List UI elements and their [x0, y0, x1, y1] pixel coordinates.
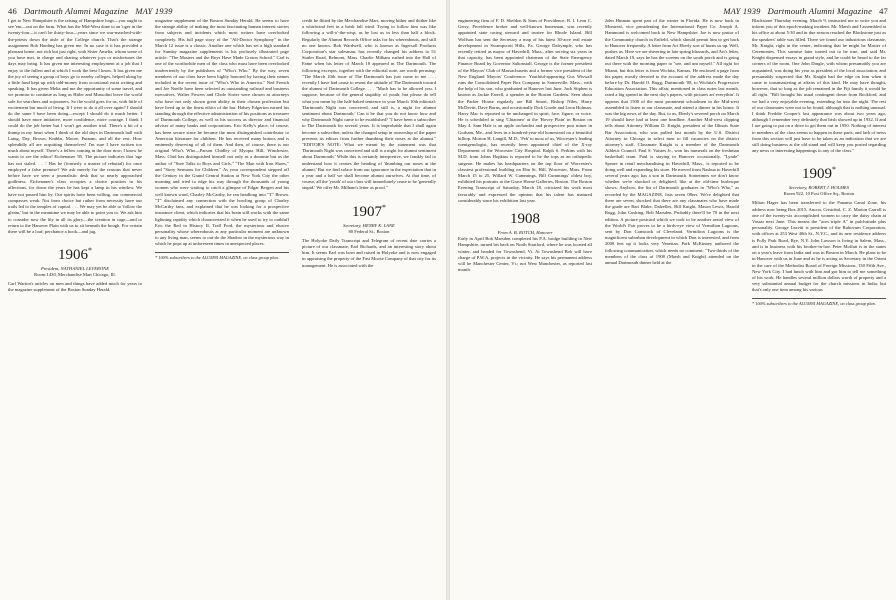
left-footnote: * 100% subscribers to the ALUMNI MAGAZINE, on class group plan.	[155, 252, 289, 261]
class-heading-1909: 1909*	[802, 165, 836, 183]
class-1907-officer: Secretary, HENRY K. LANE	[343, 222, 395, 228]
right-col2-text: John Hinman spent part of the winter in Florida. He is now back in Montreal, vice presidenting the International Paper Co. Joseph A. Hammond is welcomed back to New Hampshire. Joe is now pastor of the Community church in Enfield, which should permit him to get back to Hanover frequently. A letter from Art Eberly sort of burns us up. Well, pushes us. Here we are shivering in late spring blizzards, and Art's letter, dated March 19, says he has the screens on the south porch and is going out there with the morning paper to "see, and um myself." All right for Miami, but this letter is from Wichita, Kansas. He enclosed a page from his paper, mostly devoted to the account of the address made the day before by Dr. Harold O. Rugg, Dartmouth '08, to Wichita's Progressive Education Association. This affair, mentioned in class notes last month, rated a big spread in the next day's papers, with pictures an' everythin'. It appears that 1500 of the most prominent schoolmen in the Mid-west assembled to listen to our classmate, and attend a dinner in his honor. It was the big news of the day. But, to us, Eberly's severed porch on March 19 should have had at least one headline. Another Mid-west clipping tells about Attorney William D. Knight, president of the Illinois State Bar Association, who was pulled last month by the U.S. District Attorney in Chicago to select men to fill vacancies on the district attorney's staff. Classmate Knight is a member of the Dartmouth Athletic Council. Paul S. Vaistes Jr., won his numerals on the freshman basketball team. Paul is staying in Hanover occasionally. "Lynde" Speare in retail merchandising in Haverhill, Mass., is reported to be doing well and expanding his store. He moved from Nashua to Haverhill several years ago; has a son in Dartmouth. Sometimes we don't know whether we're shocked or delighted; like at the old-time burlesque shows. Anyhow, the list of Dartmouth graduates in "Who's Who," as recorded by the MAGAZINE, lists seven 08ers. We're delighted that there are seven, shocked that there are any classmates who have made the grade are Bart Blake, Dalzelles, Bill Knight, Mason Lewis, Harold Rugg, John Cushing, Bob Marsden. Probably there'll be 70 in the next edition. A picture postcard which we took to be another aerial view of the World's Fair proves to be a birds-eye view of Vermilion Lagoons, sent by Don Comstock of Cleveland. Vermilion Lagoons is the magnificent suburban development in which Don is interested, and from 2000 feet up it looks very Venetian. Park McKinney authored the following communication, which needs no comment: "Two-thirds of the members of the class of 1908 (Marsh and Knight) attended on the annual Dartmouth dinner held at the	[605, 18, 739, 265]
right-magazine-title: Dartmouth Alumni Magazine	[767, 6, 873, 16]
right-running-head	[723, 6, 888, 16]
right-col3-text-after: Milton Hager has been transferred to the Panama Canal Zone, his address now being Box 2015, Ancon, Cristobal, C. Z. Marion Carroll is one of the twenty-six accomplished women to carry the daisy chain at Vassar next June. This means the "aces triple A" in pulchritude plus personality. George Leavitt is president of the Rubovum Corporation, with offices at 253 West 40th St., N.Y.C., and its new residence address is Polly Park Road, Rye, N.Y. John Lawson is living in Salem, Mass., and is in business with his brother-in-law. Peter Moffatt is in the states on a year's leave from India and was in Boston in March. He plans to be in Hanover with us in June and as he is acting as Secretary in the Orient in the care of the Methodist Board of Foreign Missions, 150 Fifth Ave., New York City. I had lunch with him and got him to tell me something of his work. He handles several million dollars worth of property and a very substantial annual budget for the church missions in India, but that's only one item among his various	[752, 200, 886, 293]
left-col3-text-after: The Holyoke Daily Transcript and Telegram of recent date carries a picture of our classmate, Earl Richards, and an interesting story about him. It seems Earl was born and raised in Holyoke and is now engaged in appraising the property of the Fast Moose Company of that city for its management. He is associated with the	[302, 237, 436, 268]
left-page	[0, 0, 446, 600]
class-1907-address: 80 Federal St., Boston	[348, 228, 390, 234]
right-col1-text-after: Early in April Bob Marsden completed his P.A. bridge building in New Hampshire, turned his back on North Stratford, where he was located all winter, and headed for Townshend, Vt. At Townshend Bob will have charge of P.W.A. projects in the vicinity. He says his permanent address will be Manchester Center, Vt.; not West Manchester, as reported last month.	[458, 236, 592, 273]
right-col1-text: engineering firm of F. D. Sheldon & Sons of Providence, R. I. Leon C. Gerry, Providence broker and well-known bonesman, was recently appointed state racing steward and trustee for Rhode Island. Bill Wolfson has sent the Secretary a map of his latest 30-acre real estate development in Swampscott Hills, Pa. George Dalrymple, who has recently retired as mayor of Haverhill, Mass., after serving six years in that capacity, has been appointed chairman of the State Emergency Finance Board by Governor Saltonstall. George is the former president of the Mayors' Club of Massachusetts and a former vice president of the New England Mayors' Conference. Youthful-appearing Gus Wiswall runs the Consolidated Paper Box Company in Somerville, Mass., with the help of his son, who graduated at Hanover last June. Jack Stiphen is known as Jackie Farrell, a spender in the Boston Gardens. Seen about the Parker House regularly are Bill Smart, Bishop Niles, Harry McDevitt, Dave Burns, and occasionally Dick Goode and Leon Holman. Harry Mac is reported to be unchanged in spirit, face, figure, or voice. He is scheduled to sing 'Chiaoneo' at the 'Hovey Plain' in Boston on May 4. Sam Hale is an apple orchardist and prospective post miner in Gorham, Me., and lives in a hundred-year-old homestead on a beautiful hilltop. Morton H. Langill, M.D., 'Peb' to most of us, Worcester's leading roentgenologist, has recently been appointed chief of the X-ray Department of the Worcester City Hospital. Ralph S. Perkins with his M.D. from Johns Hopkins is reported to be the tops as an orthopedic surgeon. He makes his headquarters on the top floor of Worcester's classiest professional building on Elm St. Hill, Worcester, Mass. From March 15 to 25, Willard W. Cummings, Bill Cummings' oldest boy, exhibited his portraits at the Grace Horne Galleries, Boston. The Boston Evening Transcript of Saturday, March 18, criticized his work most favorably and expressed the opinion that his talent has matured considerably since his exhibition last year.	[458, 18, 592, 203]
right-issue-date: MAY 1939	[723, 6, 761, 16]
left-issue-date: MAY 1939	[135, 6, 173, 16]
left-col2-text: magazine supplement of the Boston Sunday Herald. He seems to have the strange ability of making the most fascinating human interest stories from subjects and incidents which most writers have overlooked completely. His full page story of the "All-Doctor Symphony" in the March 12 issue is a classic. Another one which has set a high standard for Sunday magazine supplements is his profusely illustrated page article: "The Masters and the Boys Have Made Groton School." Carl is one of the worthwhile men of the class who must have been overlooked inadvertently by the publishers of "Who's Who." By the way, seven members of our class have been highly honored by having their names included in the recent issue of "Who's Who in America." Ned French and Joe Nuelle have been selected as outstanding railroad and business executives, Walter Powers and Chole Sorter were chosen as attorneys who have not only shown great ability in their chosen profession but have lived up to the finest ethics of the bar. Halsey Edgerton earned his standing through the effective administration of his positions as treasurer of Dartmouth College, as well as his success as director and financial adviser of many banks and corporations. Eric Kelly's place, of course, has been secure since he became the most distinguished contributor to American literature for children. He has received many honors and is eminently deserving of all of them. And then, of course, there is our original Who's Who—Parson Chidley of Myopia Hill, Winchester, Mass. Chid has distinguished himself not only as a dominie but as the author of "Sure Talks to Boys and Girls," "The Man with Iron Shoes," and "Story Sermons for Children." As your correspondent stepped off the Century in the Grand Central Station at New York City the other morning and tried to edge his way through the thousands of young women who were waiting to catch a glimpse of Edgar Bergen and his well known ward, Charley McCarthy, he ran headlong into "T" Brown. "T" disclaimed any connection with the howling group of Charley McCarthy fans, and explained that he was looking for a prospective insurance client, which indicates that his brain still works with the same lightning rapidity which characterized it when he used to try to outbluff Eric the Red in History II. Trall Ford, the mysterious and elusive personality whose whereabouts at any particular moment are unknown to any living man, seems to out-do the Shadow in the mysterious way in which he pops up at unforeseen times in unexpected places.	[155, 18, 289, 247]
class-1908-officer: From A. B. ROTCH, Hanover	[497, 230, 553, 236]
left-column-2	[155, 18, 289, 594]
left-column-3	[302, 18, 436, 594]
class-1909-address: Room 922, 10 Post Office Sq., Boston	[783, 191, 855, 197]
right-footnote: * 100% subscribers to the ALUMNI MAGAZINE, on class group plan.	[752, 298, 886, 307]
class-1909-officer: Secretary, ROBERT J. HOLMES	[788, 185, 850, 191]
class-heading-1907: 1907*	[352, 202, 386, 220]
left-column-1	[8, 18, 142, 594]
class-1906-address: Room 1430, Merchandise Mart Chicago, Ill.	[34, 272, 116, 278]
right-col3-text: Blackstone Thursday evening, March 9, instructed me to write you and inform you of this epoch-making incident. Mr. Marsh and I assembled at his office at about 5:30 and in due season reached the Blackstone just as the speakers' table was filled. There we found our industrious classmate, Mr. Knight, right in the center, indicating that he might be Master of Ceremonies. This surmise later turned out to be true, and said Mr. Knight dispensed essays in grand style, and he could be heard to the far corners of the room. One John Dingle, with whom presumably you are acquainted, was doing his year as president of the local association, and presumably suspected that Mr. Knight had the edge on him when it came to toastmastering at affairs of this kind. He may have thought, however, that so long as the job remained in the Fiji family it would be all right. "Bill brought his usual contingent down from Rockford, and we had a very enjoyable evening, extending far into the night. The rest of our classmates were not to be found, although that is nothing unusual. I think Freddie Cooper's last appearance was about two years ago, although I remember very definitely that Irish showed up in 1932. If and I are going to put on a drive to get them out in 1950. Nothing of interest to members of the class seems to happen in these parts, and lack of news from this section will just have to be taken as an indication that we are still doing business at the old stand and will keep you posted regarding any news or interesting happenings to any of the class."	[752, 18, 886, 154]
left-col1-text: I get to New Hampshire is the raising of Hampshire hogs—you ought to see 'em—out on the farm. What has the Mid-West done to an 'oger in the twenty-four—it can't be thirty-four—years since we war-marched-with-the-priests down the aisle of the College church. That's the strange assignment Bob Harding has given me. In no case is it has provided a pleasant home, not rich but just right, with Sister Amelia, whom some of you have met, in charge and sharing whatever joys or misfortunes the days may bring. It has given me interesting employment at a job that I enjoy to the fullest and at which I work the best I know. It has given me the joy of seeing a group of boys go to nearby colleges, helped along by a little fund kept up with odd-money from occasional extra writing and speaking. It has given Melia and me the opportunity of some travel, and we promise to continue as long as Hitler and Mussolini leave the world safe for searchers and sojourners. So the world goes for us, with little of excitement but much of living. If I were to do it all over again? I should do the same I have been doing—except I should do it much better. I should have more initiative, more confidence, more courage. I think I could do the job better but I won't get another trial. There's a bit of a thump in my heart when I think of the old days in Dartmouth hall with Laing, Day, Brown, Knibbs, Moore, Putnam, and all the rest. How splendidly all are acquitting themselves! I'm sure I have written too much about myself. There's a fellow coming in the door now; I know he wants to see the editor! Eichenauer '05. The picture indicates that 'age has not staled. . . .' Has he (formerly a master of rebuttal) for once employed a false premise? We ask merely for the reasons that never before have we seen a journalistic desk that so nearly approached godliness. Eichenauer's class occupies a choice position in his affections, for down the years he has kept a lamp in his window. We have not passed him by. Our spirits have been willing, our commercial compasses weak. Not from choice but rather from necessity have our trails led to the temples of capital. . . . We may yet be able to 'follow the gleam,' but in the meantime we may be able to point you to. We ask him to consider now the lily in all its glory—the creation in cage—and to return to the Hanover Plain with us to sit beneath the bough. For certain there will be a loaf; perchance a book—and jug.	[8, 18, 142, 234]
right-column-2	[605, 18, 739, 594]
class-heading-1908: 1908	[510, 211, 540, 228]
right-column-1	[458, 18, 592, 594]
left-page-number: 46	[8, 6, 17, 16]
left-col1-text-after: Carl Warton's articles on men and things have added much for years to the magazine supplement of the Boston Sunday Herald.	[8, 281, 142, 293]
right-page-number: 47	[879, 6, 888, 16]
class-heading-1906: 1906*	[58, 246, 92, 264]
class-1906-officer: President, NATHANIEL LEVERONE	[40, 266, 110, 272]
right-page	[450, 0, 896, 600]
left-magazine-title: Dartmouth Alumni Magazine	[23, 6, 129, 16]
left-running-head	[8, 6, 173, 16]
right-column-3	[752, 18, 886, 594]
left-col3-text: credit he flitted by the Merchandise Mart, moving hither and thither like a whirlwind feet in a brisk fall wind. Trying to follow him was like following a will-o'-the-wisp, as he lost us in less than half a block. Regularly the Alumni Records Office asks for his whereabouts, and still no one knows. Bob Wardwell, who is known as Ingersoll Products Corporation's star salesman, has recently changed his address to 51 Statler Road, Belmont, Mass. Charlie Milham rushed into the Hall of Fame when his letter of March 18 appeared in The Dartmouth. The following excerpts, together with the editorial note, are worth perusing: "The March 10th issue of The Dartmouth has just come to me . . . recently I have had cause to resent the attitude of The Dartmouth toward the alumni of Dartmouth College. . . . "Much has to be allowed you, I suppose, because of the general stupidity of youth; but please do tell what you mean by the half-baked sentence in your March 10th editorial: 'Dartmouth Night was conceived, and still is, a night for alumni sentiment about Dartmouth.' Can it be that you do not know how and why Dartmouth Night came to be established? "I have been a subscriber to The Dartmouth for several years. It is improbable that I shall again become a subscriber, unless the changed setup in ownership of the paper prevents its editors from further thumbing their noses at the alumni." "EDITOR'S NOTE: What we meant by the statement was that 'Dartmouth Night was conceived and still is a night for alumni sentiment about Dartmouth.' While this is certainly interpretive, we frankly fail to understand how it creates the heading of 'thumbing our noses at the alumni.' But we find solace from our ignorance in the expectation that in a year and a half we shall become alumni ourselves. At that time, of course, all the 'youth' of our class will immediately cease to be 'generally stupid.' We offer Mr. Milham's letter as proof."	[302, 18, 436, 191]
